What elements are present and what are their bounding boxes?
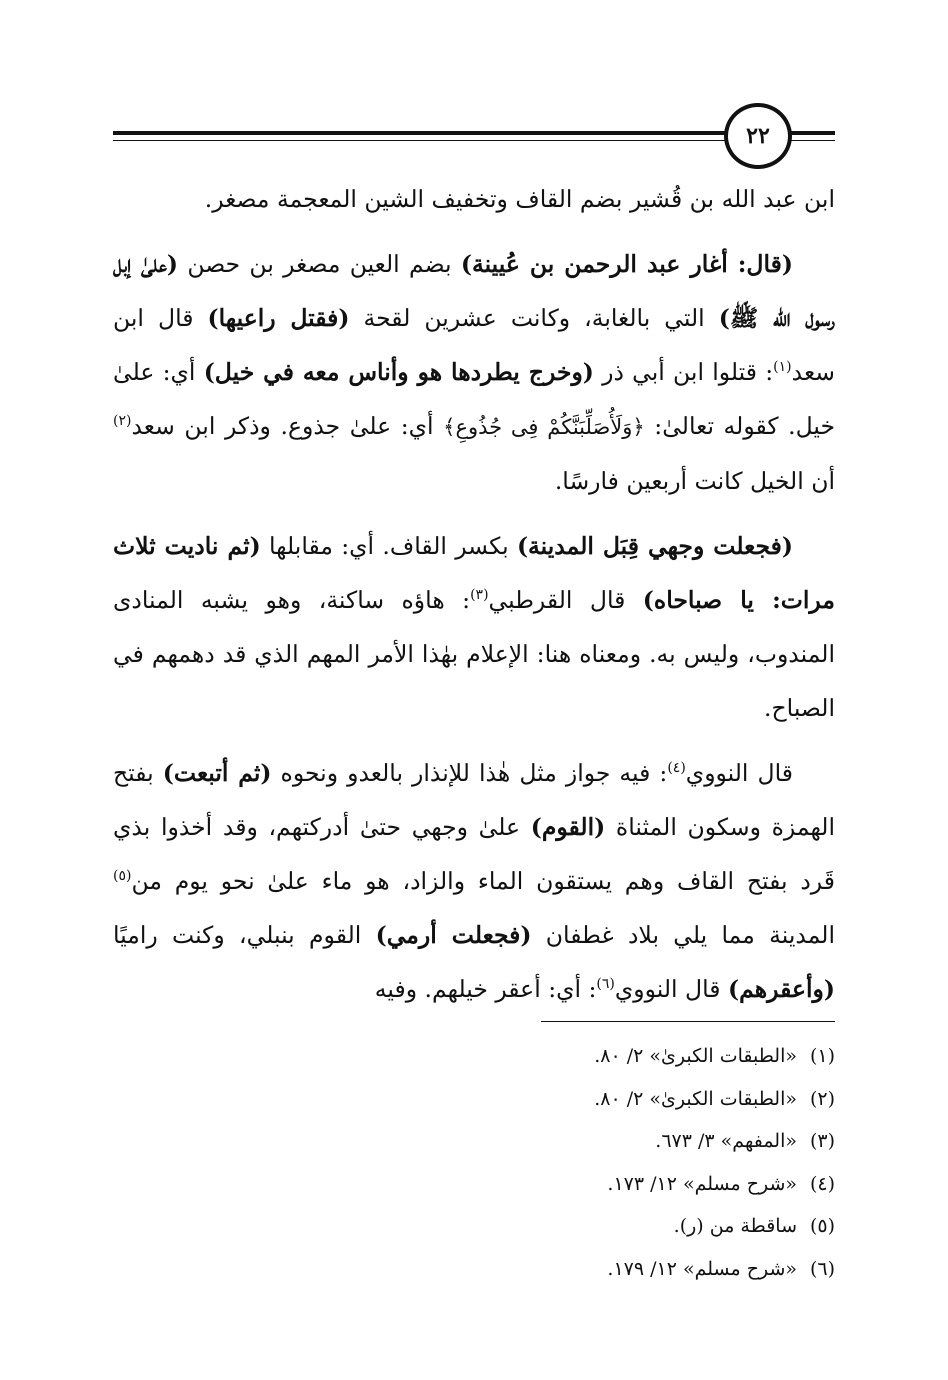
footnote-text: «شرح مسلم» ١٢/ ١٧٩. bbox=[607, 1257, 797, 1280]
footnote-number: (١) bbox=[809, 1045, 835, 1067]
text-run: التي بالغابة، وكانت عشرين لقحة bbox=[349, 304, 719, 332]
text-run: ابن عبد الله بن قُشير بضم القاف وتخفيف الشين المعجمة مصغر. bbox=[204, 185, 835, 213]
footnote-text: «الطبقات الكبرىٰ» ٢/ ٨٠. bbox=[594, 1087, 797, 1110]
text-run: : أي: أعقر خيلهم. وفيه bbox=[374, 975, 597, 1003]
text-run: أي: علىٰ خيل. كقوله تعالىٰ: bbox=[113, 358, 835, 440]
text-run: علىٰ وجهي حتىٰ أدركتهم، وقد أخذوا بذي قَرد بفتح القاف وهم يستقون الماء والزاد، هو ماء علىٰ نحو يوم من bbox=[113, 813, 835, 895]
footnote-number: (٣) bbox=[809, 1130, 835, 1152]
footnote-text: «الطبقات الكبرىٰ» ٢/ ٨٠. bbox=[594, 1045, 797, 1067]
paragraph bbox=[113, 746, 835, 1016]
footnote-item bbox=[113, 1078, 835, 1121]
hadith-quote: (فجعلت أرمي) bbox=[375, 921, 532, 949]
footnote-ref: (٣) bbox=[470, 587, 489, 603]
footnote-number: (٦) bbox=[809, 1257, 835, 1280]
hadith-quote: (وخرج يطردها هو وأناس معه في خيل) bbox=[203, 358, 594, 386]
quran-quote: ﴿وَلَأُصَلِّبَنَّكُمْ فِى جُذُوعِ﴾ bbox=[443, 415, 645, 439]
footnote-text: ساقطة من (ر). bbox=[673, 1215, 797, 1237]
footnotes bbox=[113, 1035, 835, 1290]
page-number-badge bbox=[724, 103, 792, 169]
text-run: قال النووي bbox=[614, 975, 728, 1003]
footnote-ref: (٤) bbox=[667, 760, 686, 776]
text-run: أي: علىٰ جذوع. وذكر ابن سعد bbox=[131, 412, 444, 440]
text-run: بضم العين مصغر بن حصن bbox=[178, 250, 461, 278]
hadith-quote: (ثم ناديت ثلاث مرات: يا صباحاه) bbox=[113, 532, 835, 614]
footnote-ref: (٥) bbox=[113, 868, 132, 884]
footnote-number: (٥) bbox=[809, 1215, 835, 1237]
footnote-number: (٤) bbox=[809, 1172, 835, 1195]
footnote-item bbox=[113, 1205, 835, 1248]
hadith-quote: (القوم) bbox=[530, 813, 606, 841]
footnote-ref: (٦) bbox=[596, 976, 615, 992]
text-run: بكسر القاف. أي: مقابلها bbox=[260, 532, 517, 560]
footnote-text: «المفهم» ٣/ ٦٧٣. bbox=[655, 1130, 797, 1152]
hadith-quote: (علىٰ إبل رسول الله ﷺ) bbox=[113, 250, 835, 332]
footnote-ref: (١) bbox=[773, 359, 792, 375]
footnote-number: (٢) bbox=[809, 1087, 835, 1110]
text-run: بفتح الهمزة وسكون المثناة bbox=[113, 759, 835, 841]
text-run: القوم بنبلي، وكنت راميًا bbox=[113, 921, 376, 949]
hadith-quote: (وأعقرهم) bbox=[727, 975, 835, 1003]
text-run: قال القرطبي bbox=[488, 586, 643, 614]
text-run: أن الخيل كانت أربعين فارسًا. bbox=[554, 467, 835, 495]
text-run: قال النووي bbox=[685, 759, 793, 787]
page-number: ٢٢ bbox=[746, 123, 770, 149]
main-text bbox=[113, 172, 835, 1016]
hadith-quote: (فجعلت وجهي قِبَل المدينة) bbox=[516, 532, 793, 560]
paragraph bbox=[113, 519, 835, 735]
footnote-item bbox=[113, 1248, 835, 1291]
hadith-quote: (ثم أتبعت) bbox=[162, 759, 272, 787]
text-run: : قتلوا ابن أبي ذر bbox=[593, 358, 774, 386]
hadith-quote: (قال: أغار عبد الرحمن بن عُيينة) bbox=[460, 250, 793, 278]
footnote-separator bbox=[541, 1021, 835, 1022]
paragraph bbox=[113, 172, 835, 226]
footnote-text: «شرح مسلم» ١٢/ ١٧٣. bbox=[607, 1172, 797, 1195]
text-run: قال ابن سعد bbox=[113, 304, 835, 386]
footnote-ref: (٢) bbox=[113, 413, 132, 429]
paragraph bbox=[113, 237, 835, 508]
footnote-item bbox=[113, 1163, 835, 1206]
footnote-item bbox=[113, 1035, 835, 1078]
text-run: : هاؤه ساكنة، وهو يشبه المنادى المندوب، وليس به. ومعناه هنا: الإعلام بهٰذا الأمر المهم الذي قد دهمهم في الصباح. bbox=[113, 586, 835, 722]
hadith-quote: (فقتل راعيها) bbox=[207, 304, 350, 332]
text-run: : فيه جواز مثل هٰذا للإنذار بالعدو ونحوه bbox=[271, 759, 668, 787]
text-run: المدينة مما يلي بلاد غطفان bbox=[531, 921, 835, 949]
footnote-item bbox=[113, 1120, 835, 1163]
